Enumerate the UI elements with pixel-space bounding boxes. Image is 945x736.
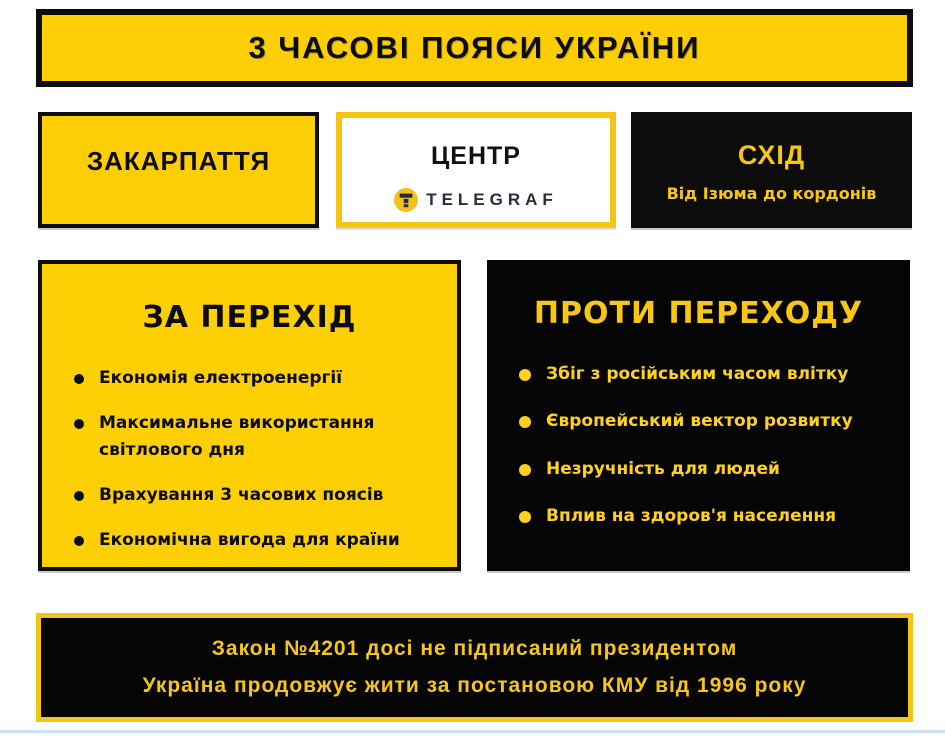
pro-item-text: Економічна вигода для країни: [99, 530, 400, 551]
infographic-title-banner: [36, 9, 913, 87]
panel-against-title: ПРОТИ ПЕРЕХОДУ: [533, 296, 864, 331]
pro-item-text: Економія електроенергії: [99, 368, 343, 388]
window-bottom-edge: [0, 730, 945, 733]
bullet-dot-icon: [74, 536, 84, 546]
footer-line-1: Закон №4201 досі не підписаний президентом: [211, 637, 738, 660]
footer-status-banner: [36, 613, 913, 722]
list-item: [74, 365, 441, 391]
telegraf-logo-text: TELEGRAF: [426, 190, 558, 209]
list-item: [519, 408, 894, 434]
contra-item-text: Європейський вектор розвитку: [546, 411, 853, 432]
pro-item-text: Максимальне використання світлового дня: [99, 413, 375, 460]
pro-item-text: Врахування 3 часових поясів: [99, 485, 384, 506]
list-item: [519, 503, 894, 529]
bullet-dot-icon: [519, 369, 531, 381]
zone-label-centr: ЦЕНТР: [431, 142, 521, 170]
page-title: 3 ЧАСОВІ ПОЯСИ УКРАЇНИ: [248, 30, 701, 65]
zone-card-zakarpattia: [38, 112, 319, 228]
zone-card-skhid: [631, 112, 912, 228]
bullet-dot-icon: [519, 464, 531, 476]
zone-label-zakarpattia: ЗАКАРПАТТЯ: [86, 146, 271, 176]
contra-item-text: Вплив на здоров'я населення: [546, 506, 837, 527]
list-item: [74, 527, 441, 553]
list-item: [519, 361, 894, 387]
bullet-dot-icon: [74, 491, 84, 501]
zone-card-centr: [336, 112, 616, 228]
bullet-dot-icon: [519, 511, 531, 523]
contra-item-text: Незручність для людей: [546, 458, 780, 479]
list-item: [74, 482, 441, 508]
list-item: [74, 410, 441, 463]
telegraf-logo-icon: [394, 188, 418, 212]
zone-label-skhid: СХІД: [737, 140, 806, 170]
panel-pro-transition: [38, 260, 461, 571]
telegraf-logo: [342, 188, 610, 212]
bullet-dot-icon: [74, 374, 84, 384]
bullet-dot-icon: [519, 416, 531, 428]
contra-item-text: Збіг з російським часом влітку: [546, 364, 849, 384]
list-item: [519, 456, 894, 482]
bullet-dot-icon: [74, 419, 84, 429]
contra-bullet-list: [487, 361, 910, 529]
footer-line-2: Україна продовжує жити за постановою КМУ від 1996 року: [142, 674, 807, 697]
panel-against-transition: [487, 260, 910, 571]
panel-pro-title: ЗА ПЕРЕХІД: [142, 300, 357, 335]
pro-bullet-list: [42, 365, 457, 554]
zone-sublabel-skhid: Від Ізюма до кордонів: [666, 184, 877, 203]
